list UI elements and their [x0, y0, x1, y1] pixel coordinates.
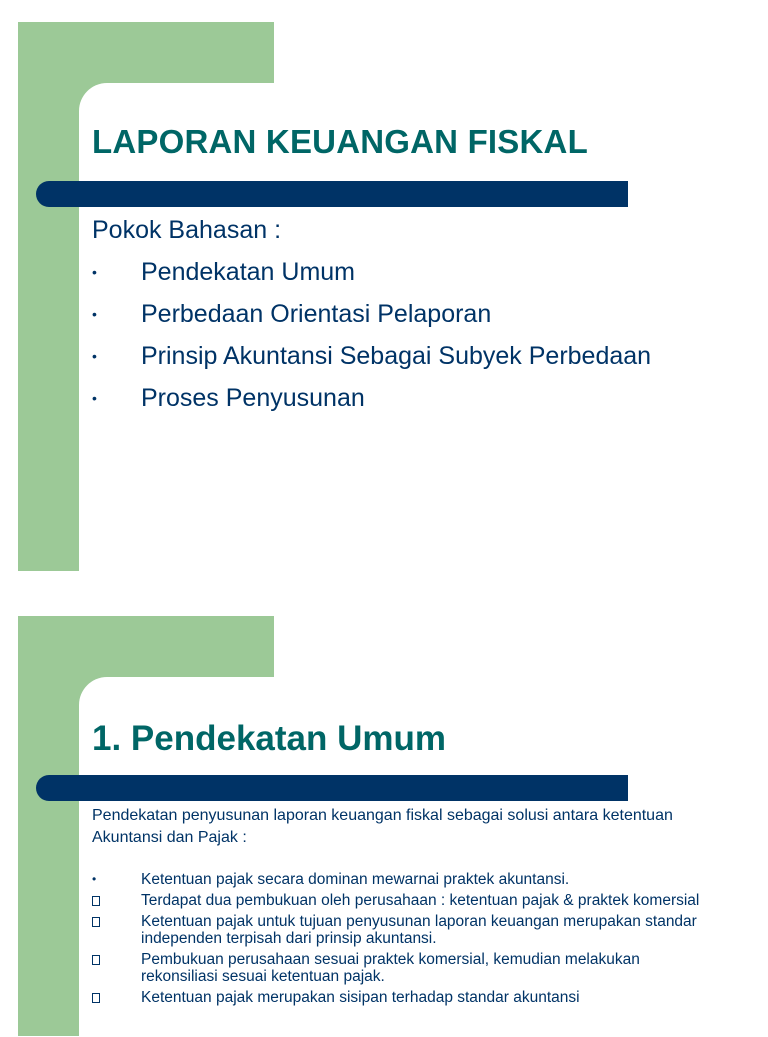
list-item-text: Ketentuan pajak merupakan sisipan terhadap standar akuntansi [141, 989, 580, 1006]
subtitle: Pokok Bahasan : [92, 216, 282, 244]
list-item [92, 255, 712, 289]
slide-title: 1. Pendekatan Umum [92, 719, 446, 758]
title-underline-bar [36, 181, 628, 207]
title-underline-bar [36, 775, 628, 801]
box-bullet-icon [92, 917, 100, 927]
list-item-text: Ketentuan pajak untuk tujuan penyusunan laporan keuangan merupakan standar independen terpisah dari prinsip akuntansi. [141, 913, 697, 947]
bullet-icon: • [92, 872, 97, 886]
list-item [92, 297, 712, 331]
point-list [92, 871, 712, 1006]
list-item [92, 339, 712, 373]
bullet-icon: • [92, 306, 97, 322]
list-item-text: Pembukuan perusahaan sesuai praktek komersial, kemudian melakukan rekonsiliasi sesuai ketentuan pajak. [141, 951, 640, 985]
topic-list [92, 255, 712, 415]
list-item [92, 951, 712, 985]
bullet-icon: • [92, 264, 97, 280]
intro-text: Pendekatan penyusunan laporan keuangan fiskal sebagai solusi antara ketentuan Akuntansi dan Pajak : [92, 807, 673, 846]
list-item [92, 892, 712, 909]
list-item [92, 989, 712, 1006]
box-bullet-icon [92, 896, 100, 906]
slide-body [92, 805, 712, 1010]
box-bullet-icon [92, 993, 100, 1003]
slide-body [92, 216, 712, 423]
bullet-icon: • [92, 390, 97, 406]
bullet-icon: • [92, 348, 97, 364]
slide-title: LAPORAN KEUANGAN FISKAL [92, 123, 588, 160]
list-item-text: Terdapat dua pembukuan oleh perusahaan : ketentuan pajak & praktek komersial [141, 892, 700, 909]
list-item [92, 381, 712, 415]
list-item-text: Prinsip Akuntansi Sebagai Subyek Perbedaan [141, 342, 652, 370]
list-item [92, 913, 712, 947]
list-item-text: Pendekatan Umum [141, 258, 356, 286]
list-item-text: Perbedaan Orientasi Pelaporan [141, 300, 492, 328]
list-item-text: Proses Penyusunan [141, 384, 365, 412]
list-item [92, 871, 712, 888]
slide-2 [0, 595, 768, 1024]
box-bullet-icon [92, 955, 100, 965]
list-item-text: Ketentuan pajak secara dominan mewarnai praktek akuntansi. [141, 871, 570, 888]
